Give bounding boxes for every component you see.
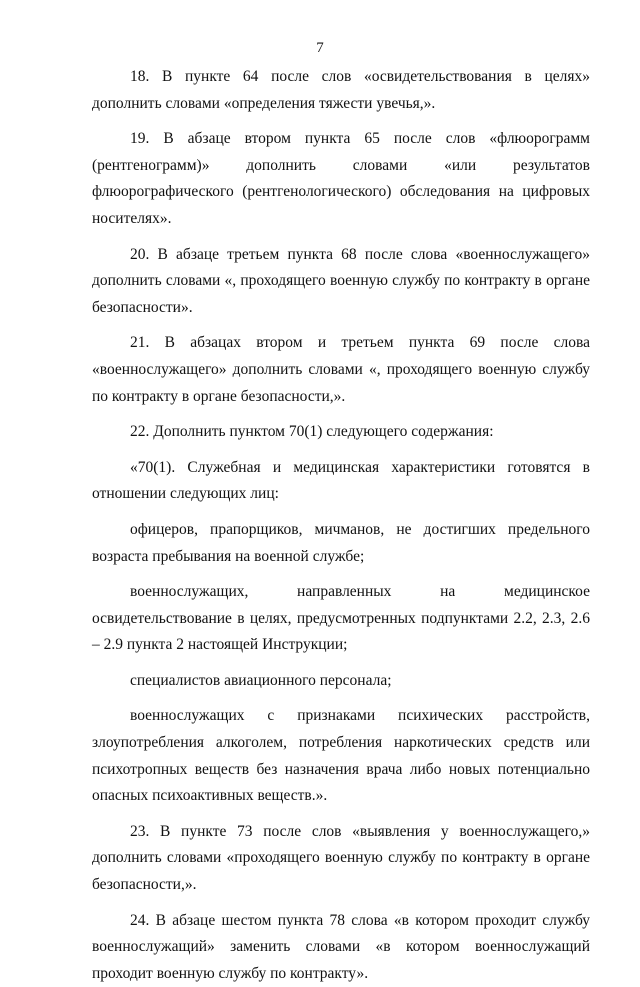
paragraph-item-18: 18. В пункте 64 после слов «освидетельствования в целях» дополнить словами «определения тяжести увечья,». (92, 68, 590, 112)
paragraph-item-21: 21. В абзацах втором и третьем пункта 69 после слова «военнослужащего» дополнить словами «, проходящего военную службу по контракту в органе безопасности,». (92, 334, 590, 405)
paragraph-item-22: 22. Дополнить пунктом 70(1) следующего содержания: (130, 423, 494, 441)
document-body (92, 64, 590, 987)
paragraph-item-70-1-intro: «70(1). Служебная и медицинская характеристики готовятся в отношении следующих лиц: (92, 458, 590, 503)
paragraph-mental-disorders: военнослужащих с признаками психических расстройств, злоупотребления алкоголем, потребления наркотических средств или психотропных веществ без назначения врача либо новых потенциально опасных психоактивных веществ.». (92, 707, 590, 805)
paragraph-referred-servicemen: военнослужащих, направленных на медицинское освидетельствование в целях, предусмотренных подпунктами 2.2, 2.3, 2.6 – 2.9 пункта 2 настоящей Инструкции; (92, 583, 590, 654)
paragraph-item-24: 24. В абзаце шестом пункта 78 слова «в котором проходит службу военнослужащий» заменить словами «в котором военнослужащий проходит военную службу по контракту». (92, 911, 590, 982)
paragraph-item-20: 20. В абзаце третьем пункта 68 после слова «военнослужащего» дополнить словами «, проходящего военную службу по контракту в органе безопасности». (92, 245, 590, 316)
paragraph-item-19: 19. В абзаце втором пункта 65 после слов «флюорограмм (рентгенограмм)» дополнить словами «или результатов флюорографического (рентгенологического) обследования на цифровых носителях». (92, 130, 590, 227)
paragraph-officers: офицеров, прапорщиков, мичманов, не достигших предельного возраста пребывания на военной службе; (92, 520, 590, 565)
page-number: 7 (316, 40, 324, 56)
paragraph-aviation-personnel: специалистов авиационного персонала; (130, 671, 392, 689)
paragraph-item-23: 23. В пункте 73 после слов «выявления у военнослужащего,» дополнить словами «проходящего военную службу по контракту в органе безопасности,». (92, 822, 590, 894)
